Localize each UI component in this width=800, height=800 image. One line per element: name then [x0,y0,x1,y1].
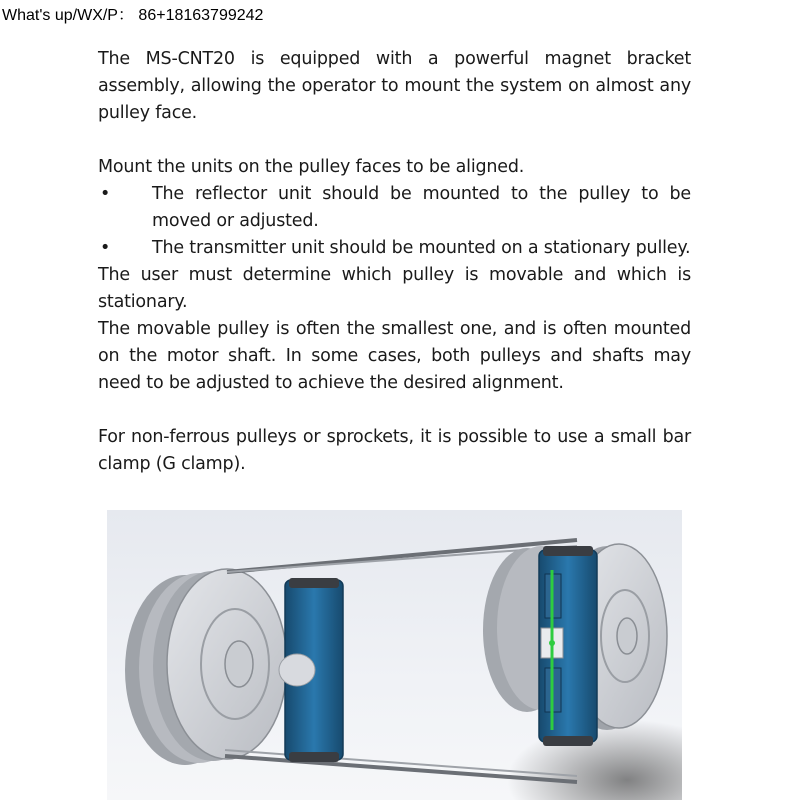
bullet-text: The transmitter unit should be mounted on a stationary pulley. [152,238,691,258]
pulley-illustration [107,510,682,800]
transmitter-unit [279,578,343,762]
paragraph-movable: The movable pulley is often the smallest one, and is often mounted on the motor shaft. In some cases, both pulleys and shafts may need to be adjusted to achieve the desired alignment. [98,319,691,393]
paragraph-gap [98,127,691,154]
bullet-item-reflector [98,181,691,235]
paragraph-determine: The user must determine which pulley is movable and which is stationary. [98,265,691,312]
bullet-item-transmitter [98,235,691,262]
document-body [98,46,691,478]
left-pulley [125,569,287,765]
paragraph-mount: Mount the units on the pulley faces to be aligned. [98,157,525,177]
bullet-symbol: • [100,238,111,258]
paragraph-intro: The MS-CNT20 is equipped with a powerful magnet bracket assembly, allowing the operator to mount the system on almost any pulley face. [98,49,691,123]
reflector-unit [539,546,597,746]
bullet-text: The reflector unit should be mounted to the pulley to be moved or adjusted. [152,184,691,231]
paragraph-gap [98,397,691,424]
watermark-contact: What's up/WX/P： 86+18163799242 [2,7,264,24]
pulley-alignment-figure [107,510,682,800]
bullet-symbol: • [100,184,111,204]
paragraph-nonferrous: For non-ferrous pulleys or sprockets, it is possible to use a small bar clamp (G clamp). [98,427,691,474]
